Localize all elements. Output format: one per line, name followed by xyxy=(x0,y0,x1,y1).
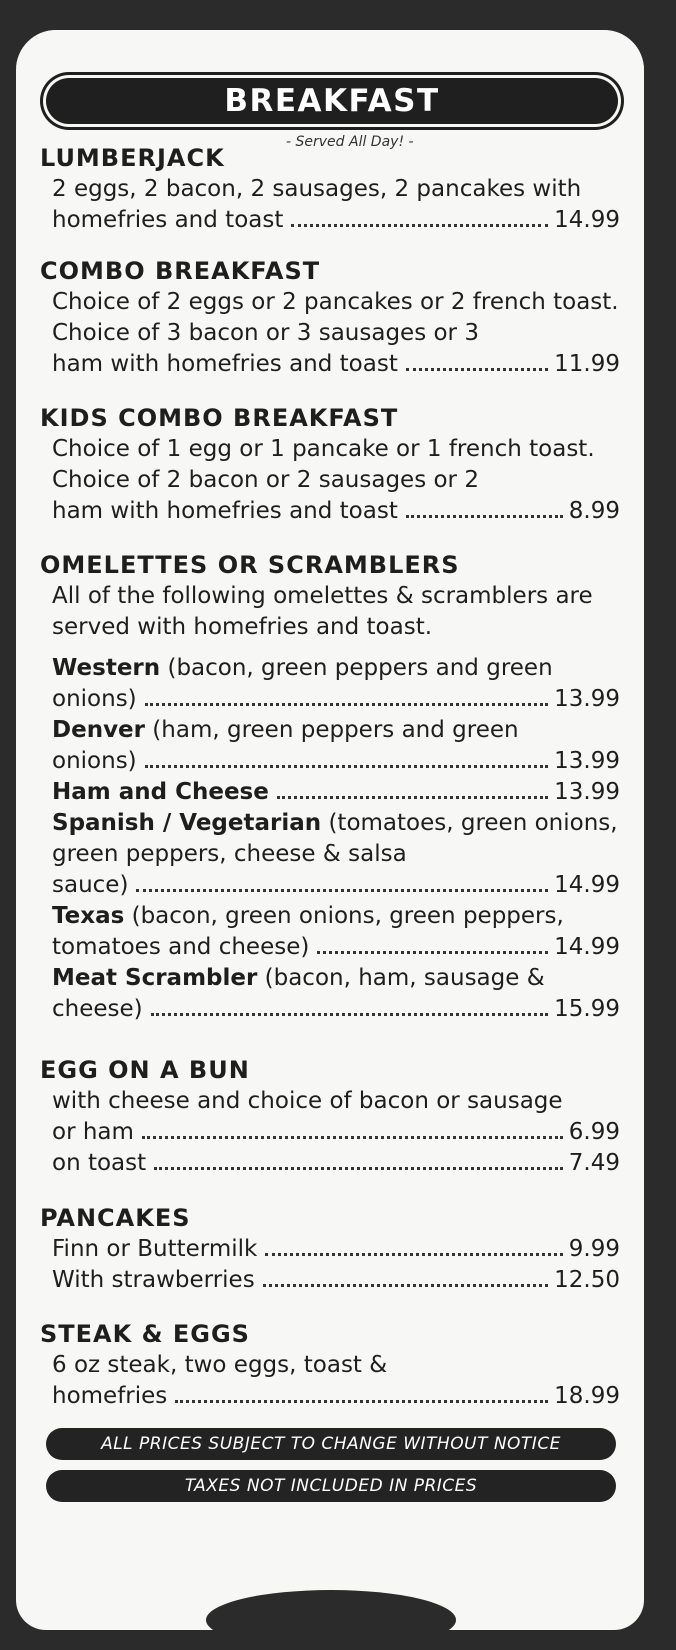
dot-leader xyxy=(142,1136,563,1139)
price-line xyxy=(40,349,620,380)
item-name: Meat Scrambler xyxy=(52,965,258,991)
item-price: 12.50 xyxy=(554,1267,620,1293)
item-price: 14.99 xyxy=(554,934,620,960)
item-description: Choice of 2 eggs or 2 pancakes or 2 french toast. Choice of 3 bacon or 3 sausages or 3 xyxy=(52,289,619,346)
item-price: 11.99 xyxy=(554,351,620,377)
dot-leader xyxy=(154,1167,563,1170)
item-name: Texas xyxy=(52,903,125,929)
item-price: 6.99 xyxy=(568,1119,620,1145)
dot-leader xyxy=(145,703,548,706)
price-line xyxy=(40,746,620,777)
price-line xyxy=(40,870,620,901)
section-title: PANCAKES xyxy=(40,1204,191,1232)
item-description: (bacon, green onions, green peppers, xyxy=(124,903,564,929)
section-title: LUMBERJACK xyxy=(40,144,225,172)
item-text: onions) xyxy=(52,686,137,712)
section-egg-on-a-bun xyxy=(40,1056,620,1179)
item-text: or ham xyxy=(52,1119,134,1145)
item-description: with cheese and choice of bacon or sausage xyxy=(52,1088,563,1114)
taxes-notice: TAXES NOT INCLUDED IN PRICES xyxy=(46,1470,616,1502)
breakfast-header xyxy=(46,78,618,124)
price-line xyxy=(40,1234,620,1265)
dot-leader xyxy=(136,889,548,892)
item-description: (ham, green peppers and green xyxy=(145,717,519,743)
dot-leader xyxy=(291,224,548,227)
section-lumberjack xyxy=(40,144,620,236)
item-text: onions) xyxy=(52,748,137,774)
menu-item-denver xyxy=(40,715,620,746)
paper-scallop xyxy=(166,30,496,64)
dot-leader xyxy=(317,951,548,954)
item-price: 14.99 xyxy=(554,207,620,233)
price-line xyxy=(40,684,620,715)
item-price: 13.99 xyxy=(554,686,620,712)
item-text: ham with homefries and toast xyxy=(52,351,398,377)
dot-leader xyxy=(263,1284,548,1287)
item-description: Choice of 1 egg or 1 pancake or 1 french toast. Choice of 2 bacon or 2 sausages or 2 xyxy=(52,436,595,493)
served-all-day-subtitle: - Served All Day! - xyxy=(286,134,414,150)
price-line xyxy=(40,1117,620,1148)
price-line xyxy=(40,205,620,236)
menu-paper xyxy=(16,30,644,1630)
section-title: EGG ON A BUN xyxy=(40,1056,250,1084)
menu-item-ham-and-cheese xyxy=(40,777,620,808)
item-price: 15.99 xyxy=(554,996,620,1022)
menu-item-spanish-vegetarian xyxy=(40,808,620,870)
section-kids-combo xyxy=(40,404,620,527)
item-text: homefries xyxy=(52,1383,168,1409)
price-line xyxy=(40,1265,620,1296)
menu-item-meat-scrambler xyxy=(40,963,620,994)
item-price: 9.99 xyxy=(568,1236,620,1262)
section-title: STEAK & EGGS xyxy=(40,1320,250,1348)
item-text: Finn or Buttermilk xyxy=(52,1236,258,1262)
item-name: Western xyxy=(52,655,161,681)
paper-scallop xyxy=(16,30,116,70)
paper-scallop xyxy=(206,1590,456,1630)
section-pancakes xyxy=(40,1204,620,1296)
paper-scallop xyxy=(556,30,644,70)
item-description: (tomatoes, green onions, green peppers, cheese & salsa xyxy=(52,810,618,867)
price-line xyxy=(40,1381,620,1412)
price-line xyxy=(40,932,620,963)
section-title: COMBO BREAKFAST xyxy=(40,257,321,285)
item-price: 7.49 xyxy=(568,1150,620,1176)
item-price: 14.99 xyxy=(554,872,620,898)
item-price: 8.99 xyxy=(568,498,620,524)
dot-leader xyxy=(406,368,548,371)
dot-leader xyxy=(277,796,548,799)
dot-leader xyxy=(265,1253,562,1256)
item-text: tomatoes and cheese) xyxy=(52,934,310,960)
section-omelettes xyxy=(40,551,620,1025)
item-text: homefries and toast xyxy=(52,207,284,233)
price-line xyxy=(40,496,620,527)
item-text: sauce) xyxy=(52,872,129,898)
item-price: 13.99 xyxy=(554,748,620,774)
dot-leader xyxy=(151,1013,549,1016)
item-description: 2 eggs, 2 bacon, 2 sausages, 2 pancakes with xyxy=(52,176,582,202)
item-description: (bacon, ham, sausage & xyxy=(257,965,545,991)
item-price: 13.99 xyxy=(554,779,620,805)
item-name: Spanish / Vegetarian xyxy=(52,810,322,836)
page-title: BREAKFAST xyxy=(224,83,440,119)
section-steak-and-eggs xyxy=(40,1320,620,1412)
section-title: OMELETTES OR SCRAMBLERS xyxy=(40,551,460,579)
menu-item-texas xyxy=(40,901,620,932)
price-change-notice: ALL PRICES SUBJECT TO CHANGE WITHOUT NOTICE xyxy=(46,1428,616,1460)
price-line xyxy=(40,994,620,1025)
item-price: 18.99 xyxy=(554,1383,620,1409)
price-line xyxy=(40,1148,620,1179)
item-description: 6 oz steak, two eggs, toast & xyxy=(52,1352,388,1378)
item-text: on toast xyxy=(52,1150,147,1176)
section-description: All of the following omelettes & scramblers are served with homefries and toast. xyxy=(52,583,593,640)
menu-item-western xyxy=(40,653,620,684)
section-combo-breakfast xyxy=(40,257,620,380)
item-description: (bacon, green peppers and green xyxy=(160,655,553,681)
dot-leader xyxy=(175,1400,548,1403)
dot-leader xyxy=(145,765,548,768)
section-title: KIDS COMBO BREAKFAST xyxy=(40,404,399,432)
dot-leader xyxy=(406,515,563,518)
item-name: Denver xyxy=(52,717,145,743)
item-text: cheese) xyxy=(52,996,143,1022)
item-text: With strawberries xyxy=(52,1267,255,1293)
item-name: Ham and Cheese xyxy=(52,779,269,805)
item-text: ham with homefries and toast xyxy=(52,498,398,524)
